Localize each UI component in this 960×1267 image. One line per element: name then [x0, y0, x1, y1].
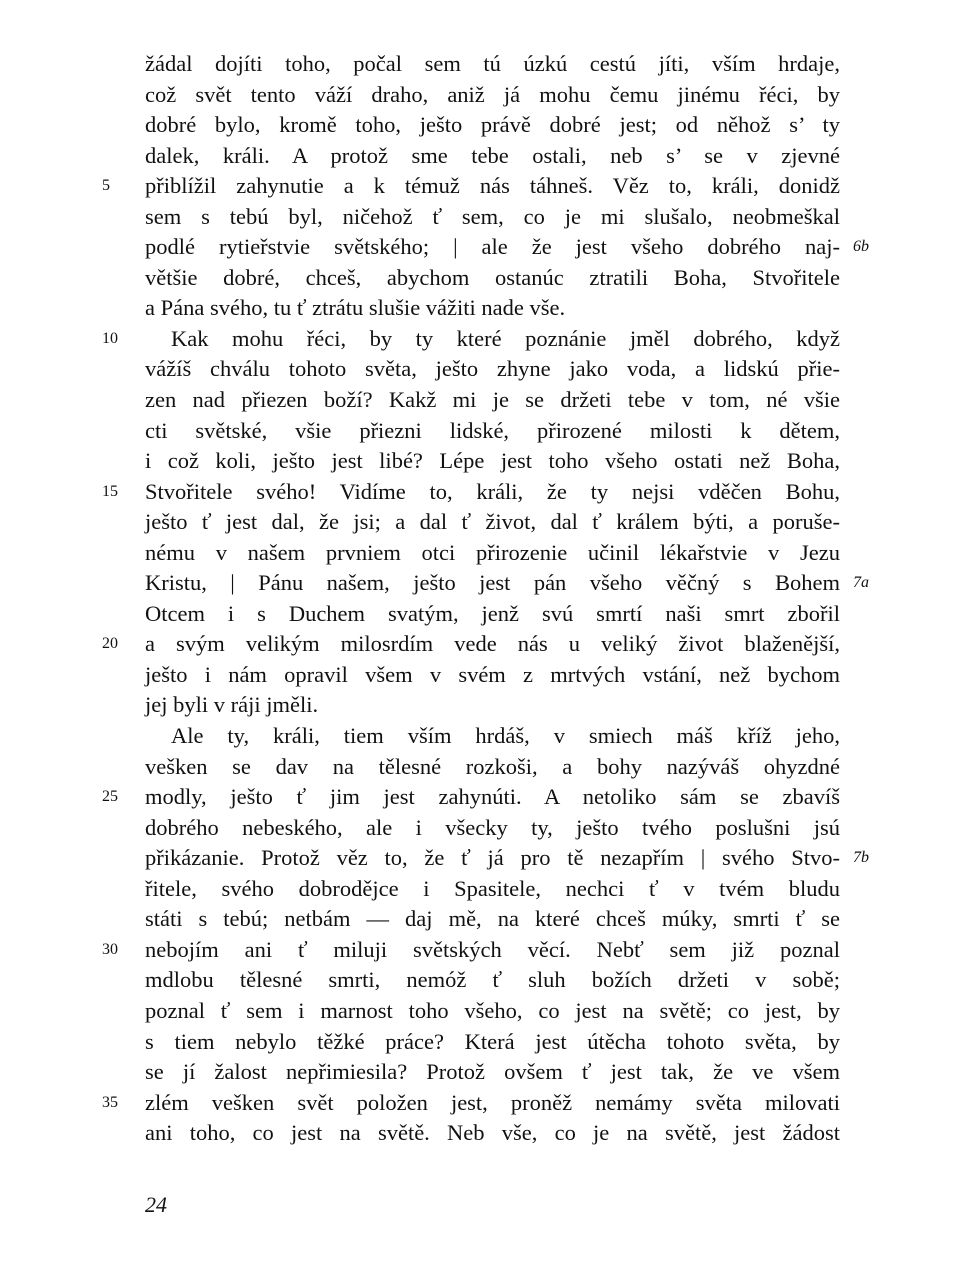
- line-text: Ale ty, králi, tiem vším hrdáš, v smiech máš kříž jeho,: [171, 723, 840, 749]
- line-number: 25: [102, 788, 118, 806]
- line-text: vešken se dav na tělesné rozkoši, a bohy nazýváš ohyzdné: [145, 753, 840, 779]
- folio-marker: 7b: [853, 849, 869, 867]
- line-number: 35: [102, 1093, 118, 1111]
- line-text: nebojím ani ť miluji světských věcí. Nebť sem již poznal: [145, 936, 840, 962]
- line-number: 20: [102, 635, 118, 653]
- page-number: 24: [145, 1192, 167, 1217]
- text-line: [145, 538, 840, 569]
- line-text: i což koli, ješto jest libé? Lépe jest toho všeho ostati než Boha,: [145, 448, 840, 474]
- line-text: dobré bylo, kromě toho, ješto právě dobré jest; od něhož s’ ty: [145, 112, 840, 138]
- line-text: ješto ť jest dal, že jsi; a dal ť život, dal ť králem býti, a poruše-: [145, 509, 840, 535]
- text-line: [102, 477, 840, 508]
- text-line: [145, 232, 869, 263]
- line-text: ješto i nám opravil všem v svém z mrtvých vstání, než bychom: [145, 661, 840, 687]
- text-line: [145, 843, 869, 874]
- text-line: [145, 874, 840, 905]
- text-line: [145, 996, 840, 1027]
- line-text: zen nad přiezen boží? Kakž mi je se držeti tebe v tom, né všie: [145, 387, 840, 413]
- text-line: [145, 141, 840, 172]
- text-line: [145, 721, 840, 752]
- line-text: Otcem i s Duchem svatým, jenž svú smrtí naši smrt zbořil: [145, 600, 840, 626]
- line-text: cti světské, všie přiezni lidské, přirozené milosti k dětem,: [145, 417, 840, 443]
- line-text: sem s tebú byl, ničehož ť sem, co je mi slušalo, neobmeškal: [145, 203, 840, 229]
- line-text: dobrého nebeského, ale i všecky ty, ješto tvého poslušni jsú: [145, 814, 840, 840]
- text-line: [145, 202, 840, 233]
- text-line: [145, 49, 840, 80]
- text-line: [145, 599, 840, 630]
- line-text: s tiem nebylo těžké práce? Která jest útěcha tohoto světa, by: [145, 1028, 840, 1054]
- line-text: řitele, svého dobrodějce i Spasitele, nechci ť v tvém bludu: [145, 875, 840, 901]
- text-line: [145, 446, 840, 477]
- text-line: [145, 293, 840, 324]
- line-text: Stvořitele svého! Vidíme to, králi, že ty nejsi vděčen Bohu,: [145, 478, 840, 504]
- line-text: podlé rytieřstvie světského; | ale že jest všeho dobrého naj-: [145, 234, 840, 260]
- text-line: [102, 629, 840, 660]
- line-number: 30: [102, 940, 118, 958]
- line-text: ani toho, co jest na světě. Neb vše, co je na světě, jest žádost: [145, 1120, 840, 1146]
- line-text: nému v našem prvniem otci přirozenie učinil lékařstvie v Jezu: [145, 539, 840, 565]
- text-line: [145, 1027, 840, 1058]
- text-line: [102, 935, 840, 966]
- text-line: [102, 171, 840, 202]
- text-line: [145, 507, 840, 538]
- text-line: [145, 416, 840, 447]
- text-line: [145, 385, 840, 416]
- line-text: dalek, králi. A protož sme tebe ostali, neb s’ se v zjevné: [145, 142, 840, 168]
- text-line: [145, 752, 840, 783]
- line-text: zlém vešken svět položen jest, proněž nemámy světa milovati: [145, 1089, 840, 1115]
- text-line: [145, 354, 840, 385]
- line-text: Kristu, | Pánu našem, ješto jest pán všeho věčný s Bohem: [145, 570, 840, 596]
- line-text: poznal ť sem i marnost toho všeho, co jest na světě; co jest, by: [145, 997, 840, 1023]
- line-text: a Pána svého, tu ť ztrátu slušie vážiti nade vše.: [145, 295, 566, 321]
- folio-marker: 7a: [853, 574, 869, 592]
- text-line: [145, 660, 840, 691]
- line-text: modly, ješto ť jim jest zahynúti. A netoliko sám se zbavíš: [145, 784, 840, 810]
- text-line: [145, 1057, 840, 1088]
- text-line: [102, 1088, 840, 1119]
- folio-marker: 6b: [853, 238, 869, 256]
- text-line: [145, 813, 840, 844]
- line-text: vážíš chválu tohoto světa, ješto zhyne jako voda, a lidskú přie-: [145, 356, 840, 382]
- line-number: 5: [102, 177, 110, 195]
- text-line: [102, 324, 840, 355]
- line-text: státi s tebú; netbám — daj mě, na které chceš múky, smrti ť se: [145, 906, 840, 932]
- line-number: 10: [102, 329, 118, 347]
- line-text: přikázanie. Protož věz to, že ť já pro tě nezapřím | svého Stvo-: [145, 845, 840, 871]
- text-line: [145, 690, 840, 721]
- line-text: jej byli v ráji jměli.: [145, 692, 319, 718]
- line-text: což svět tento váží draho, aniž já mohu čemu jinému řéci, by: [145, 81, 840, 107]
- line-text: přiblížil zahynutie a k témuž nás táhneš. Věz to, králi, donidž: [145, 173, 840, 199]
- line-number: 15: [102, 482, 118, 500]
- text-line: [102, 782, 840, 813]
- line-text: a svým velikým milosrdím vede nás u veliký život blaženější,: [145, 631, 840, 657]
- line-text: se jí žalost nepřimiesila? Protož ovšem ť jest tak, že ve všem: [145, 1059, 840, 1085]
- text-line: [145, 263, 840, 294]
- text-line: [145, 80, 840, 111]
- line-text: žádal dojíti toho, počal sem tú úzkú cestú jíti, vším hrdaje,: [145, 51, 840, 76]
- text-line: [145, 1118, 840, 1149]
- text-line: [145, 904, 840, 935]
- text-block: [102, 49, 869, 1149]
- line-text: Kak mohu řéci, by ty které poznánie jměl dobrého, když: [171, 325, 840, 351]
- line-text: mdlobu tělesné smrti, nemóž ť sluh božích držeti v sobě;: [145, 967, 840, 993]
- text-line: [145, 965, 840, 996]
- text-line: [145, 110, 840, 141]
- line-text: většie dobré, chceš, abychom ostanúc ztratili Boha, Stvořitele: [145, 264, 840, 290]
- text-line: [145, 568, 869, 599]
